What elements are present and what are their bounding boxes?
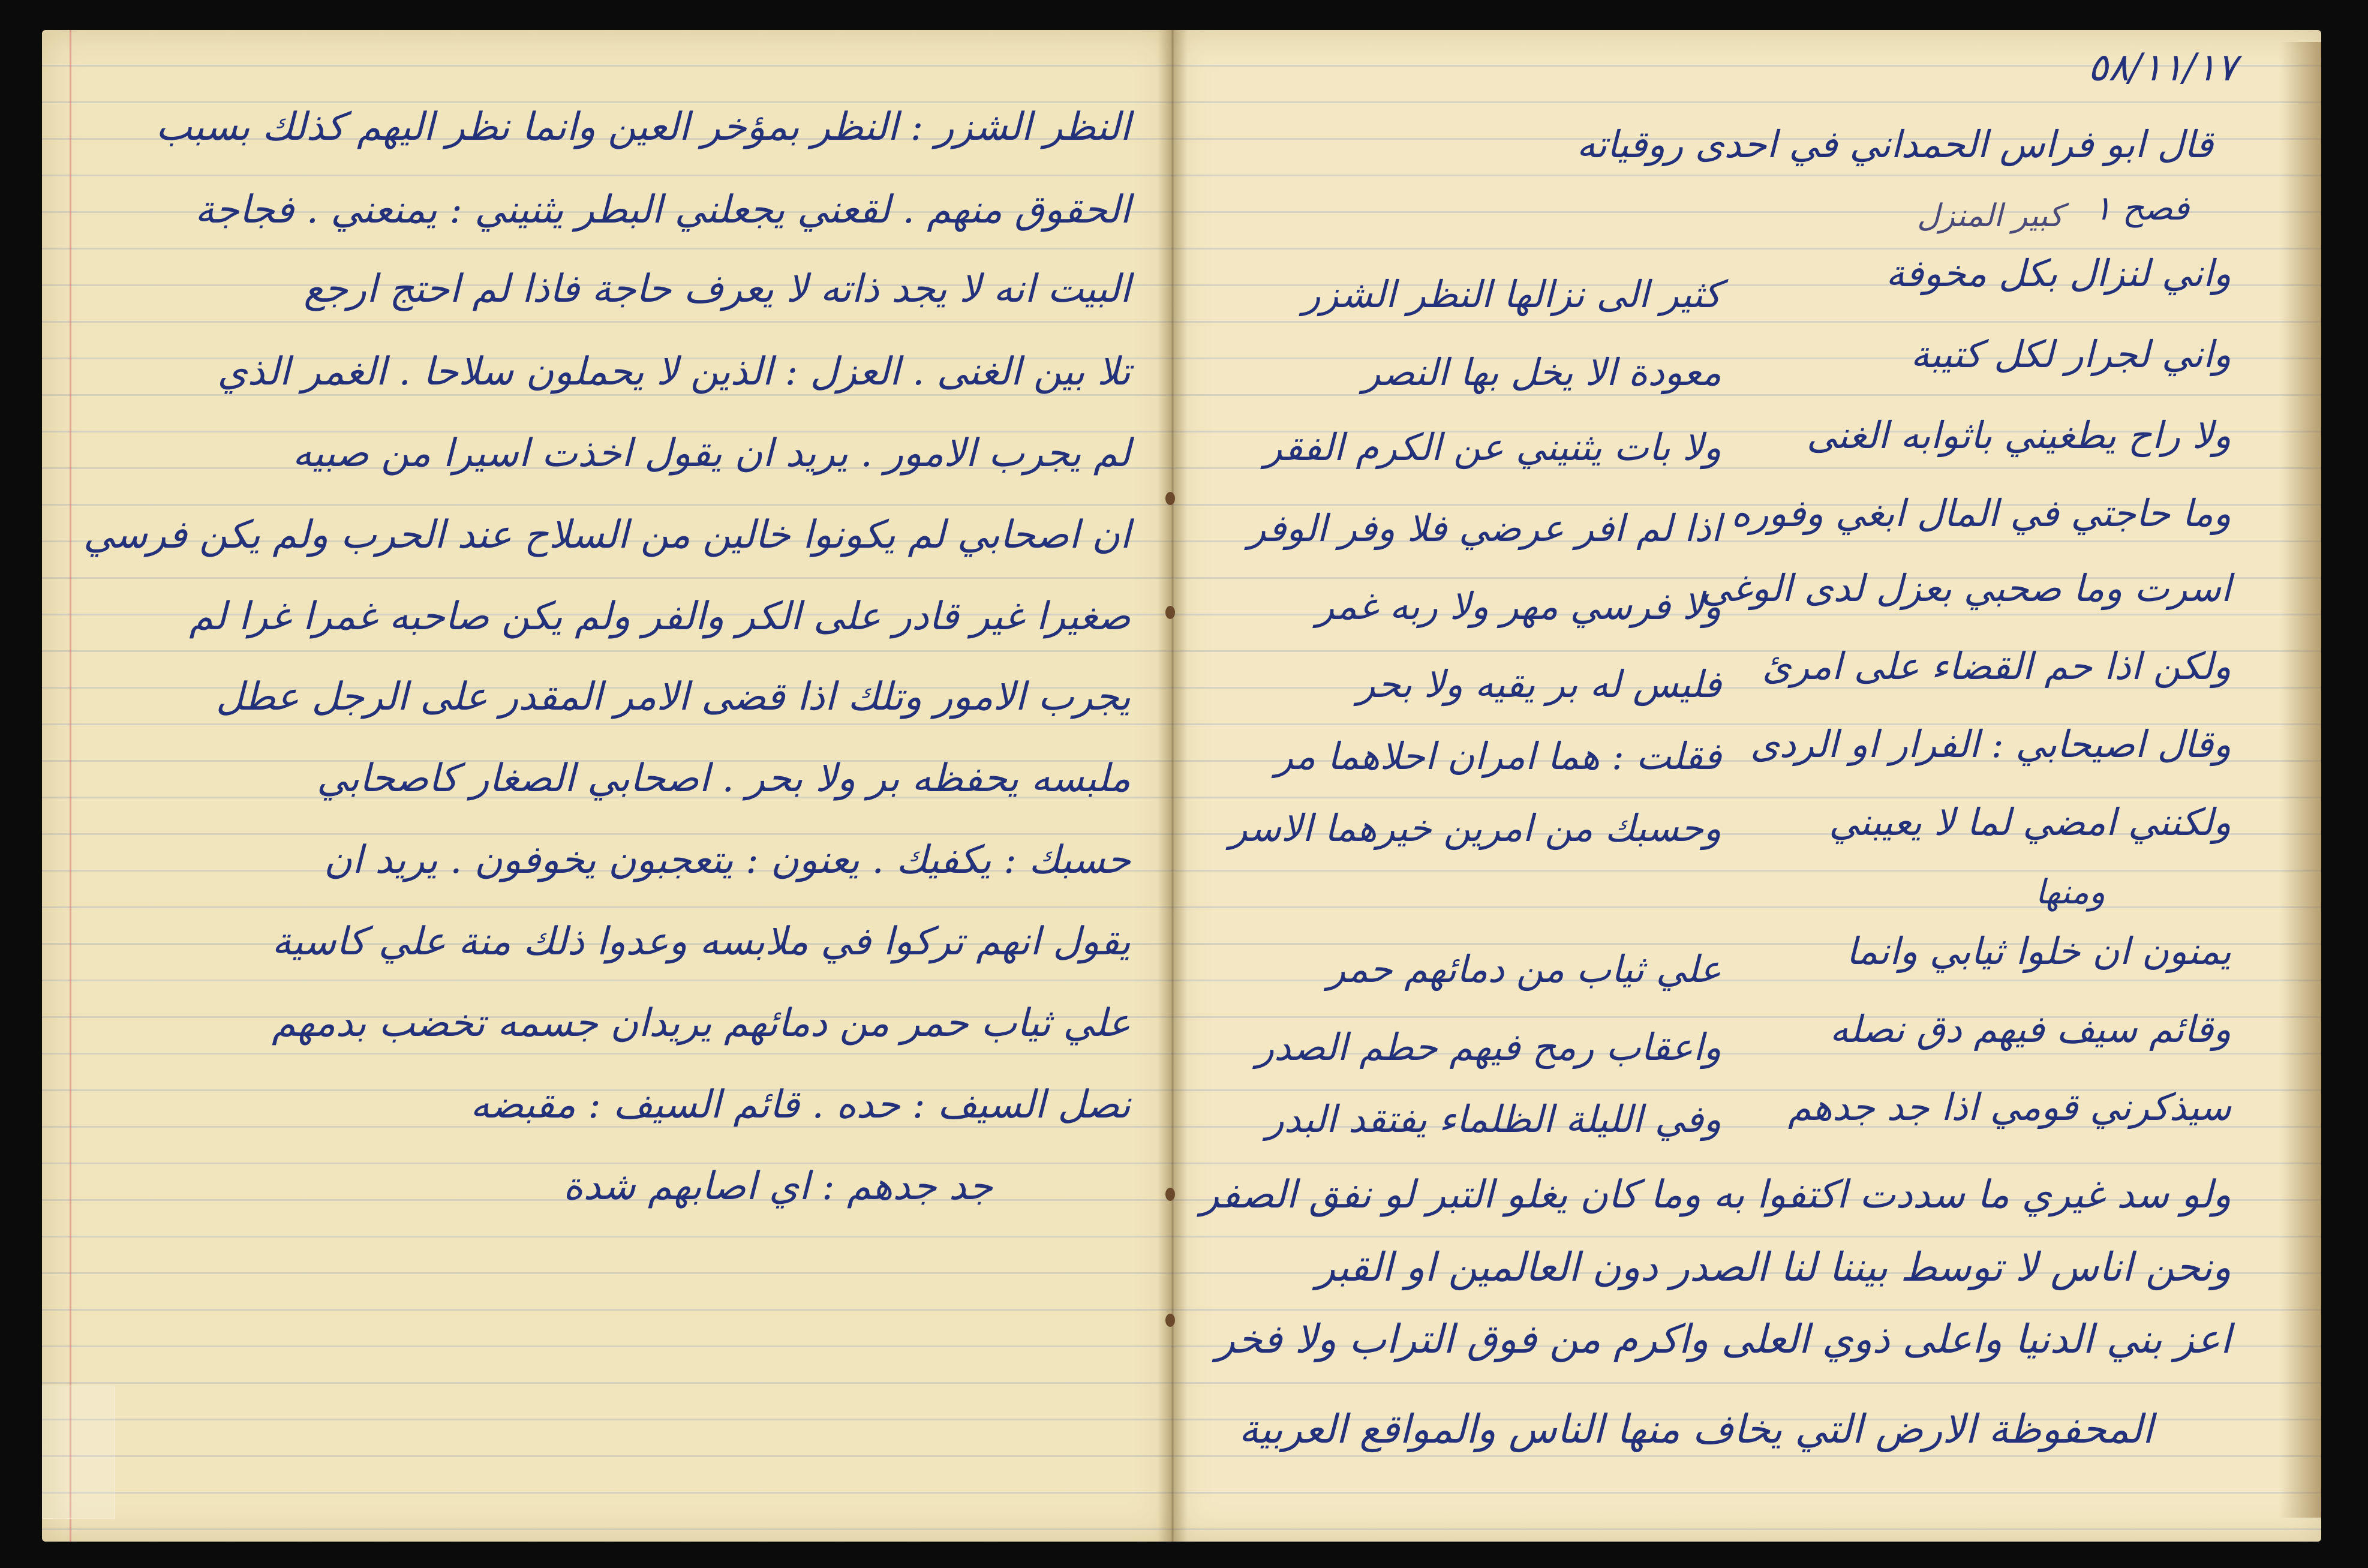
verse-left-4: اذا لم افر عرضي فلا وفر الوفر <box>1248 506 1721 550</box>
verse2-right-1: يمنون ان خلوا ثيابي وانما <box>1846 929 2231 973</box>
left-line-13: نصل السيف : حده . قائم السيف : مقبضه <box>470 1083 1131 1127</box>
verse-left-5: ولا فرسي مهر ولا ربه غمر <box>1316 584 1721 628</box>
open-notebook <box>42 30 2321 1542</box>
left-line-5: لم يجرب الامور . يريد ان يقول اخذت اسيرا من صبيه <box>292 431 1131 476</box>
section-label-2: ومنها <box>2035 873 2105 912</box>
full-line-2: ونحن اناس لا توسط بيننا لنا الصدر دون العالمين او القبر <box>1316 1244 2231 1290</box>
left-line-3: البيت انه لا يجد ذاته لا يعرف حاجة فاذا لم احتج ارجع <box>303 267 1131 311</box>
verse-right-5: اسرت وما صحبي بعزل لدى الوغى <box>1700 566 2231 610</box>
left-line-7: صغيرا غير قادر على الكر والفر ولم يكن صاحبه غمرا غرا لم <box>189 594 1131 639</box>
verse-right-6: ولكن اذا حم القضاء على امرئ <box>1762 644 2231 688</box>
margin-rule <box>70 30 71 1542</box>
full-line-1: ولو سد غيري ما سددت اكتفوا به وما كان يغلو التبر لو نفق الصفر <box>1200 1173 2231 1217</box>
verse-left-7: فقلت : هما امران احلاهما مر <box>1275 734 1721 778</box>
page-edge <box>2279 42 2321 1518</box>
tape-strip <box>42 1386 115 1519</box>
left-line-10: حسبك : يكفيك . يعنون : يتعجبون يخوفون . يريد ان <box>324 838 1131 882</box>
verse-right-7: وقال اصيحابي : الفرار او الردى <box>1750 722 2231 766</box>
verse-left-1: كثير الى نزالها النظر الشزر <box>1302 272 1721 316</box>
section-label: فصح ١ <box>2093 189 2189 228</box>
poem-heading: قال ابو فراس الحمداني في احدى روقياته <box>1576 122 2213 166</box>
left-line-2: الحقوق منهم . لقعني يجعلني البطر يثنيني : يمنعني . فجاجة <box>194 188 1131 232</box>
left-line-11: يقول انهم تركوا في ملابسه وعدوا ذلك منة علي كاسية <box>272 920 1131 964</box>
verse-left-6: فليس له بر يقيه ولا بحر <box>1357 662 1721 706</box>
full-line-3: اعز بني الدنيا واعلى ذوي العلى واكرم من فوق التراب ولا فخر <box>1216 1316 2231 1362</box>
verse-right-2: واني لجرار لكل كتيبة <box>1910 332 2231 376</box>
verse2-left-1: علي ثياب من دمائهم حمر <box>1327 947 1721 991</box>
right-page <box>1173 30 2321 1542</box>
verse2-left-2: واعقاب رمح فيهم حطم الصدر <box>1256 1025 1721 1069</box>
verse-right-3: ولا راح يطغيني باثوابه الغنى <box>1806 413 2231 457</box>
stitch-hole <box>1165 606 1175 619</box>
full-line-4: المحفوظة الارض التي يخاف منها الناس والمواقع العربية <box>1239 1406 2153 1452</box>
verse-left-2: معودة الا يخل بها النصر <box>1362 350 1721 394</box>
verse-right-8: ولكنني امضي لما لا يعيبني <box>1829 800 2231 844</box>
verse2-right-2: وقائم سيف فيهم دق نصله <box>1829 1007 2231 1051</box>
left-line-8: يجرب الامور وتلك اذا قضى الامر المقدر على الرجل عطل <box>215 675 1131 719</box>
left-page <box>42 30 1173 1542</box>
left-line-14: جد جدهم : اي اصابهم شدة <box>563 1164 993 1209</box>
margin-note: كبير المنزل <box>1917 198 2063 234</box>
verse2-right-3: سيذكرني قومي اذا جد جدهم <box>1787 1085 2231 1129</box>
stitch-hole <box>1165 1314 1175 1327</box>
left-line-4: تلا بين الغنى . العزل : الذين لا يحملون سلاحا . الغمر الذي <box>217 350 1131 394</box>
verse-right-4: وما حاجتي في المال ابغي وفوره <box>1731 491 2231 535</box>
verse-left-3: ولا بات يثنيني عن الكرم الفقر <box>1264 425 1721 469</box>
left-line-12: علي ثياب حمر من دمائهم يريدان جسمه تخضب بدمهم <box>272 1001 1131 1046</box>
verse2-left-3: وفي الليلة الظلماء يفتقد البدر <box>1266 1097 1721 1141</box>
left-line-1: النظر الشزر : النظر بمؤخر العين وانما نظر اليهم كذلك بسبب <box>155 105 1131 149</box>
stitch-hole <box>1165 492 1175 505</box>
left-line-9: ملبسه يحفظه بر ولا بحر . اصحابي الصغار كاصحابي <box>317 756 1131 801</box>
verse-left-8: وحسبك من امرين خيرهما الاسر <box>1229 806 1721 850</box>
page-date: ٥٨/١١/١٧ <box>2087 46 2237 90</box>
left-line-6: ان اصحابي لم يكونوا خالين من السلاح عند الحرب ولم يكن فرسي <box>83 513 1131 557</box>
verse-right-1: واني لنزال بكل مخوفة <box>1886 251 2231 295</box>
stitch-hole <box>1165 1188 1175 1201</box>
